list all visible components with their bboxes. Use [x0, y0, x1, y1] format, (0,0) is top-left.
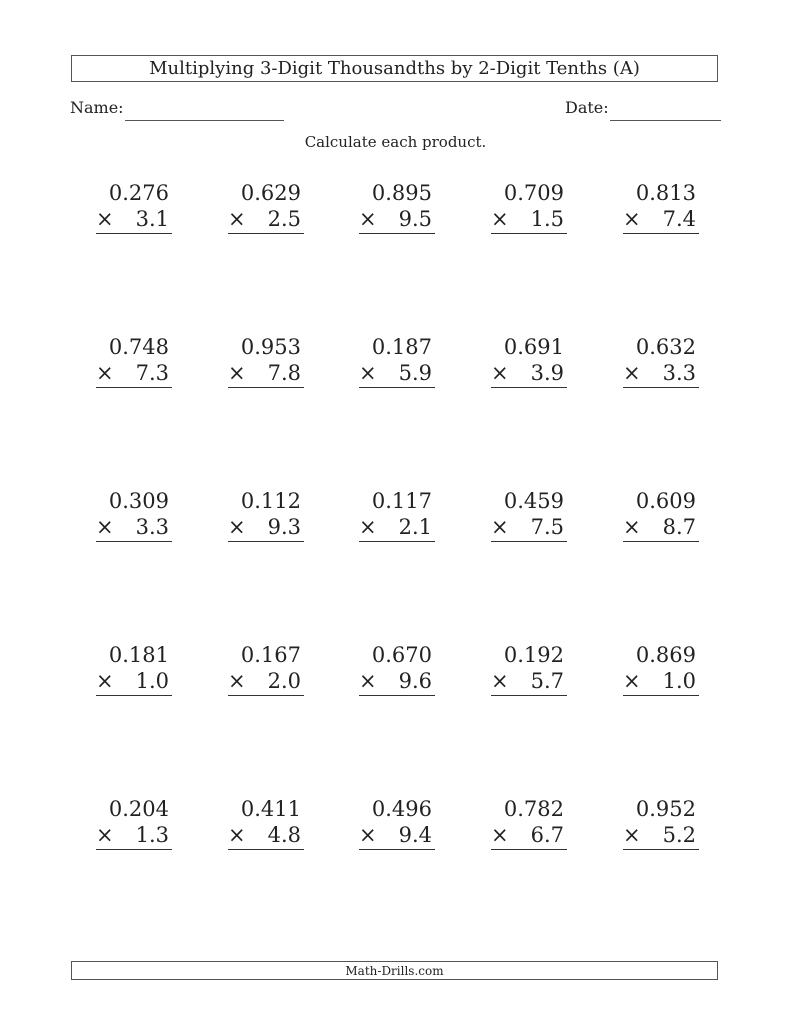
multiplicand: 0.895 — [371, 181, 432, 205]
problem-1-1 — [96, 180, 172, 234]
multiplicand: 0.632 — [635, 335, 696, 359]
times-sign: × — [359, 823, 377, 847]
times-sign: × — [623, 823, 641, 847]
problem-1-3 — [359, 180, 435, 234]
times-sign: × — [228, 669, 246, 693]
problem-5-5 — [623, 796, 699, 850]
problem-4-3 — [359, 642, 435, 696]
times-sign: × — [228, 823, 246, 847]
problem-3-1 — [96, 488, 172, 542]
footer-text: Math-Drills.com — [345, 963, 444, 978]
times-sign: × — [623, 361, 641, 385]
multiplier-row — [623, 668, 699, 696]
multiplier-row — [359, 668, 435, 696]
times-sign: × — [228, 361, 246, 385]
multiplier: 2.0 — [267, 669, 301, 693]
times-sign: × — [96, 361, 114, 385]
problem-1-2 — [228, 180, 304, 234]
times-sign: × — [228, 515, 246, 539]
multiplicand: 0.691 — [503, 335, 564, 359]
multiplier: 5.9 — [398, 361, 432, 385]
multiplier-row — [96, 668, 172, 696]
multiplicand: 0.204 — [108, 797, 169, 821]
multiplier: 6.7 — [530, 823, 564, 847]
times-sign: × — [359, 361, 377, 385]
multiplier: 7.5 — [530, 515, 564, 539]
problem-2-5 — [623, 334, 699, 388]
multiplier: 3.1 — [135, 207, 169, 231]
multiplier-row — [96, 822, 172, 850]
multiplier: 2.5 — [267, 207, 301, 231]
multiplier: 8.7 — [662, 515, 696, 539]
times-sign: × — [96, 823, 114, 847]
problem-5-4 — [491, 796, 567, 850]
multiplier-row — [228, 360, 304, 388]
problem-4-1 — [96, 642, 172, 696]
problem-4-2 — [228, 642, 304, 696]
multiplicand: 0.952 — [635, 797, 696, 821]
times-sign: × — [96, 515, 114, 539]
multiplicand: 0.670 — [371, 643, 432, 667]
multiplicand: 0.748 — [108, 335, 169, 359]
multiplier-row — [623, 206, 699, 234]
multiplicand: 0.309 — [108, 489, 169, 513]
problem-5-2 — [228, 796, 304, 850]
multiplier-row — [491, 206, 567, 234]
multiplier-row — [359, 822, 435, 850]
multiplier-row — [623, 822, 699, 850]
multiplier-row — [623, 360, 699, 388]
multiplicand: 0.167 — [240, 643, 301, 667]
date-field-line[interactable] — [610, 120, 721, 121]
multiplicand: 0.192 — [503, 643, 564, 667]
multiplier: 1.0 — [662, 669, 696, 693]
multiplier-row — [96, 360, 172, 388]
problem-3-2 — [228, 488, 304, 542]
multiplier-row — [359, 514, 435, 542]
multiplier: 1.3 — [135, 823, 169, 847]
multiplier-row — [228, 206, 304, 234]
multiplier: 2.1 — [398, 515, 432, 539]
multiplier-row — [228, 822, 304, 850]
multiplicand: 0.782 — [503, 797, 564, 821]
multiplier: 3.9 — [530, 361, 564, 385]
multiplicand: 0.459 — [503, 489, 564, 513]
times-sign: × — [359, 669, 377, 693]
problem-4-5 — [623, 642, 699, 696]
multiplier-row — [491, 668, 567, 696]
multiplicand: 0.709 — [503, 181, 564, 205]
problem-1-4 — [491, 180, 567, 234]
multiplier: 4.8 — [267, 823, 301, 847]
multiplicand: 0.496 — [371, 797, 432, 821]
times-sign: × — [491, 361, 509, 385]
problem-2-4 — [491, 334, 567, 388]
problem-3-5 — [623, 488, 699, 542]
multiplier-row — [491, 360, 567, 388]
footer — [71, 961, 718, 980]
multiplier: 3.3 — [662, 361, 696, 385]
problem-4-4 — [491, 642, 567, 696]
multiplier: 1.5 — [530, 207, 564, 231]
multiplicand: 0.181 — [108, 643, 169, 667]
times-sign: × — [623, 669, 641, 693]
multiplicand: 0.276 — [108, 181, 169, 205]
multiplier-row — [228, 668, 304, 696]
multiplicand: 0.411 — [240, 797, 301, 821]
worksheet-title-text: Multiplying 3-Digit Thousandths by 2-Digit Tenths (A) — [149, 58, 640, 79]
multiplicand: 0.869 — [635, 643, 696, 667]
times-sign: × — [491, 207, 509, 231]
times-sign: × — [491, 823, 509, 847]
multiplicand: 0.609 — [635, 489, 696, 513]
multiplier-row — [491, 514, 567, 542]
times-sign: × — [228, 207, 246, 231]
multiplier-row — [491, 822, 567, 850]
multiplier: 7.4 — [662, 207, 696, 231]
times-sign: × — [96, 207, 114, 231]
problem-2-2 — [228, 334, 304, 388]
multiplicand: 0.953 — [240, 335, 301, 359]
name-field-line[interactable] — [125, 120, 284, 121]
multiplicand: 0.112 — [240, 489, 301, 513]
multiplier: 1.0 — [135, 669, 169, 693]
instructions: Calculate each product. — [304, 133, 487, 151]
multiplier: 3.3 — [135, 515, 169, 539]
times-sign: × — [623, 207, 641, 231]
multiplier: 7.3 — [135, 361, 169, 385]
multiplier-row — [359, 206, 435, 234]
multiplier: 5.7 — [530, 669, 564, 693]
multiplicand: 0.813 — [635, 181, 696, 205]
multiplicand: 0.117 — [371, 489, 432, 513]
worksheet-title — [71, 55, 718, 82]
multiplier-row — [359, 360, 435, 388]
multiplier: 9.4 — [398, 823, 432, 847]
problem-5-1 — [96, 796, 172, 850]
problem-2-1 — [96, 334, 172, 388]
multiplier-row — [623, 514, 699, 542]
multiplicand: 0.629 — [240, 181, 301, 205]
name-label: Name: — [70, 98, 124, 117]
date-label: Date: — [565, 98, 609, 117]
times-sign: × — [359, 207, 377, 231]
problem-2-3 — [359, 334, 435, 388]
times-sign: × — [491, 669, 509, 693]
multiplier: 7.8 — [267, 361, 301, 385]
multiplicand: 0.187 — [371, 335, 432, 359]
problem-3-3 — [359, 488, 435, 542]
times-sign: × — [491, 515, 509, 539]
multiplier-row — [96, 514, 172, 542]
multiplier: 9.3 — [267, 515, 301, 539]
times-sign: × — [359, 515, 377, 539]
problem-1-5 — [623, 180, 699, 234]
problem-5-3 — [359, 796, 435, 850]
multiplier: 9.5 — [398, 207, 432, 231]
problem-3-4 — [491, 488, 567, 542]
times-sign: × — [623, 515, 641, 539]
multiplier-row — [228, 514, 304, 542]
multiplier: 5.2 — [662, 823, 696, 847]
multiplier: 9.6 — [398, 669, 432, 693]
times-sign: × — [96, 669, 114, 693]
multiplier-row — [96, 206, 172, 234]
